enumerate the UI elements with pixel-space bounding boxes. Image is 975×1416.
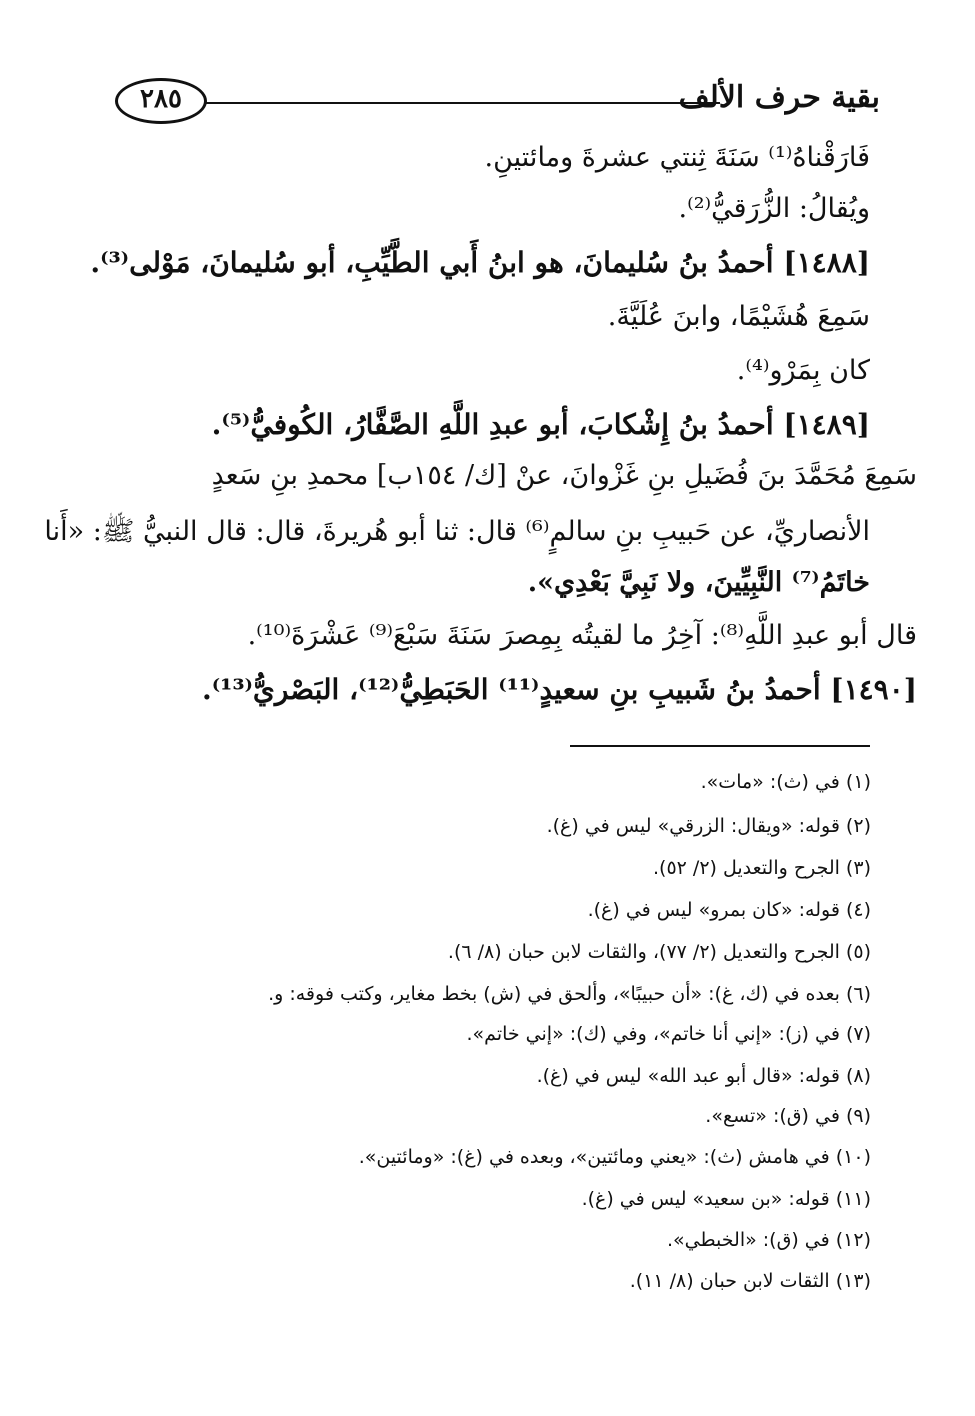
page-number: ٢٨٥: [140, 84, 182, 114]
entry-1488: [١٤٨٨] أحمدُ بنُ سُليمانَ، هو ابنُ أَبي الطَّيِّبِ، أبو سُليمانَ، مَوْلى⁽³⁾.: [90, 246, 870, 279]
footnote-separator: [570, 745, 870, 747]
footnote-11: (١١) قوله: «بن سعيد» ليس في (غ).: [581, 1188, 871, 1210]
footnote-1: (١) في (ث): «مات».: [700, 771, 871, 793]
body-line-2: ويُقالُ: الزُّرَقيُّ⁽²⁾.: [678, 193, 870, 224]
footnote-8: (٨) قوله: «قال أبو عبد الله» ليس في (غ).: [536, 1065, 871, 1087]
footnote-10: (١٠) في هامش (ث): «يعني ومائتين»، وبعده في (غ): «ومائتين».: [358, 1146, 871, 1168]
body-line-5: كان بِمَرْو⁽⁴⁾.: [736, 355, 870, 386]
entry-1489: [١٤٨٩] أحمدُ بنُ إِشْكابَ، أبو عبدِ اللَّهِ الصَّفَّارُ، الكُوفيُّ⁽⁵⁾.: [211, 408, 870, 441]
body-line-7: سَمِعَ مُحَمَّدَ بنَ فُضَيلِ بنِ غَزْوانَ، عنْ [ك/ ١٥٤ب] محمدِ بنِ سَعدٍ: [211, 460, 917, 491]
body-line-10: قال أبو عبدِ اللَّهِ⁽⁸⁾: آخِرُ ما لقيتُه بِمِصرَ سَنَةَ سَبْعَ⁽⁹⁾ عَشْرَةَ⁽¹⁰⁾.: [247, 620, 917, 651]
footnote-5: (٥) الجرح والتعديل (٢/ ٧٧)، والثقات لابن حبان (٨/ ٦).: [447, 941, 871, 963]
footnote-9: (٩) في (ق): «تسع».: [705, 1105, 871, 1127]
footnote-4: (٤) قوله: «كان بمرو» ليس في (غ).: [587, 899, 871, 921]
footnote-7: (٧) في (ز): «إني أنا خاتم»، وفي (ك): «إني خاتم».: [466, 1023, 871, 1045]
footnote-12: (١٢) في (ق): «الخبطي».: [666, 1229, 871, 1251]
body-line-4: سَمِعَ هُشَيْمًا، وابنَ عُلَيَّةَ.: [607, 301, 870, 332]
body-line-8: الأنصاريِّ، عن حَبيبِ بنِ سالمٍ⁽⁶⁾ قال: ثنا أبو هُريرةَ، قال: قال النبيُّ ﷺ: «أَنا: [44, 516, 870, 547]
footnote-13: (١٣) الثقات لابن حبان (٨/ ١١).: [629, 1270, 871, 1292]
footnote-3: (٣) الجرح والتعديل (٢/ ٥٢).: [652, 857, 871, 879]
body-line-1: فَارَقْناهُ⁽¹⁾ سَنَةَ ثِنتي عشرةَ ومائتينِ.: [484, 142, 870, 173]
running-title: بقية حرف الألف: [678, 80, 880, 115]
entry-1490: [١٤٩٠] أحمدُ بنُ شَبيبِ بنِ سعيدٍ⁽¹¹⁾ الحَبَطِيُّ⁽¹²⁾، البَصْريُّ⁽¹³⁾.: [201, 673, 917, 706]
footnote-2: (٢) قوله: «ويقال: الزرقي» ليس في (غ).: [546, 815, 871, 837]
page-header: [115, 78, 880, 130]
footnote-6: (٦) بعده في (ك، غ): «أن حبيبًا»، وألحق في (ش) بخط مغاير، وكتب فوقه: و.: [268, 983, 871, 1005]
hadith-text: خاتَمُ⁽⁷⁾ النَّبِيِّينَ، ولا نَبِيَّ بَعْدِي».: [527, 567, 870, 598]
header-rule: [205, 102, 720, 104]
